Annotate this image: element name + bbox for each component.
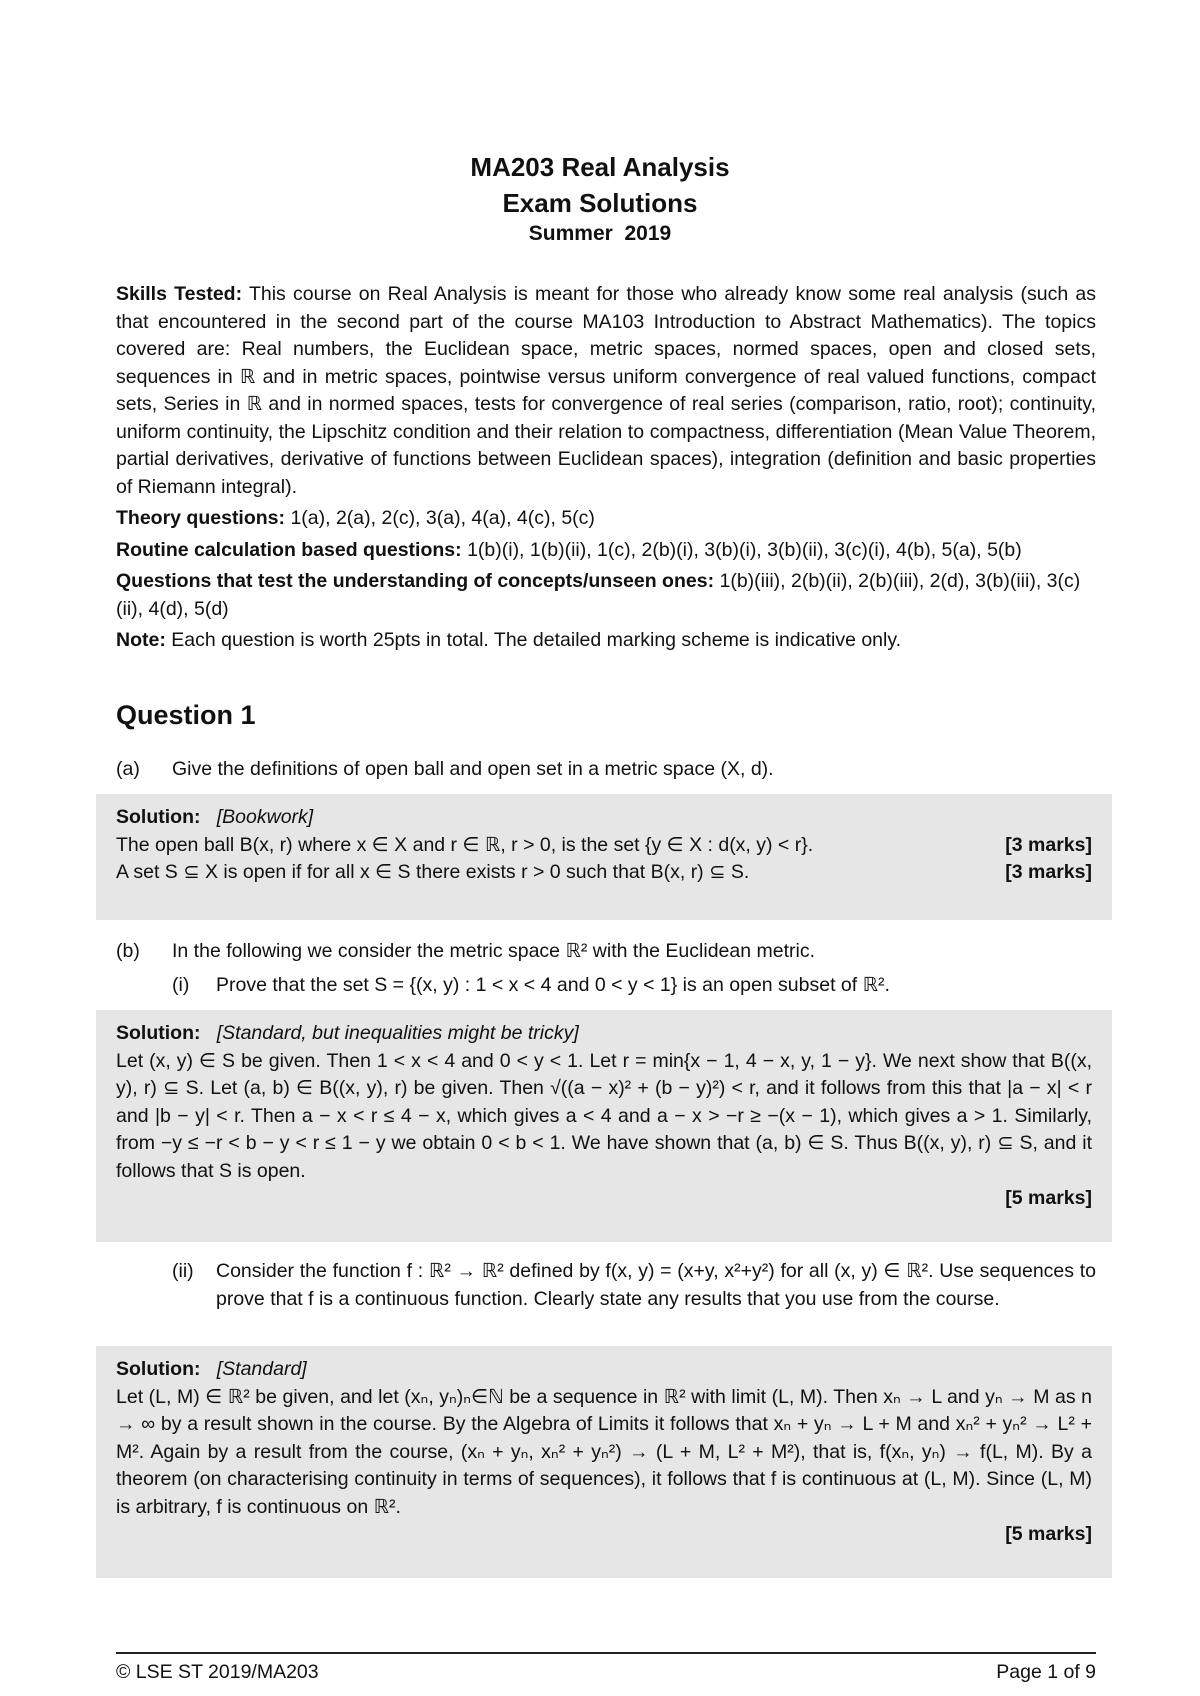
skills-paragraph: [116, 281, 1096, 501]
solution-b-ii-label: Solution:: [116, 1358, 201, 1380]
solution-b-i-tag: [Standard, but inequalities might be tricky]: [216, 1022, 579, 1044]
marks-label: [5 marks]: [1005, 1523, 1092, 1545]
solution-a-tag: [Bookwork]: [216, 806, 314, 828]
solution-a-box: [96, 794, 1112, 920]
page-number: Page 1 of 9: [996, 1661, 1096, 1683]
skills-text: This course on Real Analysis is meant for those who already know some real analysis (such as that encountered in the second part of the course MA103 Introduction to Abstract Mathematics). The topics covered are: Real numbers, the Euclidean space, metric spaces, normed spaces, open and closed sets, sequences in ℝ and in metric spaces, pointwise versus uniform convergence of real valued functions, compact sets, Series in ℝ and in normed spaces, tests for convergence of real series (comparison, ratio, root); continuity, uniform continuity, the Lipschitz condition and their relation to compactness, differentiation (Mean Value Theorem, partial derivatives, derivative of functions between Euclidean spaces), integration (definition and basic properties of Riemann integral).: [116, 283, 1097, 498]
footer-copyright: © LSE ST 2019/MA203: [116, 1661, 319, 1683]
concepts-list: 1(b)(iii), 2(b)(ii), 2(b)(iii), 2(d), 3(b)(iii), 3(c)(ii), 4(d), 5(d): [116, 570, 1081, 620]
marks-label: [3 marks]: [1005, 861, 1092, 883]
part-a-text: Give the definitions of open ball and open set in a metric space (X, d).: [172, 758, 774, 780]
footer-divider: [116, 1652, 1096, 1654]
note-label: Note:: [116, 629, 166, 651]
document-type: Exam Solutions: [502, 188, 698, 218]
routine-label: Routine calculation based questions:: [116, 538, 462, 561]
part-b-text: In the following we consider the metric space ℝ² with the Euclidean metric.: [172, 940, 815, 962]
exam-term: Summer 2019: [528, 222, 672, 245]
solution-a-header: [116, 804, 1092, 832]
marks-label: [5 marks]: [1005, 1187, 1092, 1209]
open-ball-definition: The open ball B(x, r) where x ∈ X and r ∈ ℝ, r > 0, is the set {y ∈ X : d(x, y) < r}.: [116, 833, 814, 856]
solution-a-line-2: [116, 859, 1092, 887]
part-b-label: (b): [116, 940, 140, 962]
solution-b-i-label: Solution:: [116, 1022, 201, 1044]
concepts-label: Questions that test the understanding of concepts/unseen ones:: [116, 570, 715, 592]
theory-questions: [116, 505, 1096, 533]
note-text: Each question is worth 25pts in total. The detailed marking scheme is indicative only.: [171, 629, 902, 651]
question-1-heading: Question 1: [116, 700, 256, 730]
concept-questions: [116, 568, 1096, 623]
intro-section: [116, 281, 1096, 655]
routine-list: 1(b)(i), 1(b)(ii), 1(c), 2(b)(i), 3(b)(i), 3(b)(ii), 3(c)(i), 4(b), 5(a), 5(b): [467, 538, 1022, 561]
solution-a-label: Solution:: [116, 806, 201, 828]
open-set-definition: A set S ⊆ X is open if for all x ∈ S there exists r > 0 such that B(x, r) ⊆ S.: [116, 861, 750, 883]
part-a-label: (a): [116, 758, 140, 780]
part-b-ii-label: (ii): [172, 1260, 194, 1282]
theory-list: 1(a), 2(a), 2(c), 3(a), 4(a), 4(c), 5(c): [290, 507, 595, 529]
part-b-i-text: Prove that the set S = {(x, y) : 1 < x < 4 and 0 < y < 1} is an open subset of ℝ².: [216, 974, 890, 996]
routine-questions: [116, 537, 1096, 565]
solution-b-i-box: [96, 1010, 1112, 1242]
solution-a-line-1: [116, 832, 1092, 860]
note: [116, 627, 1096, 655]
solution-b-ii-box: [96, 1346, 1112, 1578]
solution-b-ii-body: Let (L, M) ∈ ℝ² be given, and let (xₙ, yₙ)ₙ∈ℕ be a sequence in ℝ² with limit (L, M). Then xₙ → L and yₙ → M as n → ∞ by a result shown in the course. By the Algebra of Limits it follows that xₙ + yₙ → L + M and xₙ² + yₙ² → L² + M². Again by a result from the course, (xₙ + yₙ, xₙ² + yₙ²) → (L + M, L² + M²), that is, f(xₙ, yₙ) → f(L, M). By a theorem (on characterising continuity in terms of sequences), it follows that f is continuous at (L, M). Since (L, M) is arbitrary, f is continuous on ℝ².: [116, 1385, 1092, 1518]
marks-label: [3 marks]: [1005, 833, 1092, 856]
solution-b-i-header: [116, 1020, 1092, 1048]
solution-b-ii-header: [116, 1356, 1092, 1384]
solution-b-ii-tag: [Standard]: [216, 1358, 307, 1380]
part-b-i-label: (i): [172, 974, 190, 996]
solution-b-i-body: Let (x, y) ∈ S be given. Then 1 < x < 4 and 0 < y < 1. Let r = min{x − 1, 4 − x, y, 1 − y}. We next show that B((x, y), r) ⊆ S. Let (a, b) ∈ B((x, y), r) be given. Then √((a − x)² + (b − y)²) < r, and it follows from this that |a − x| < r and |b − y| < r. Then a − x < r ≤ 4 − x, which gives a < 4 and a − x > −r ≥ −(x − 1), which gives a > 1. Similarly, from −y ≤ −r < b − y < r ≤ 1 − y we obtain 0 < b < 1. We have shown that (a, b) ∈ S. Thus B((x, y), r) ⊆ S, and it follows that S is open.: [116, 1049, 1092, 1182]
course-title: MA203 Real Analysis: [470, 152, 730, 182]
skills-label: Skills Tested:: [116, 283, 243, 305]
theory-label: Theory questions:: [116, 507, 286, 529]
part-b-ii-text: Consider the function f : ℝ² → ℝ² defined by f(x, y) = (x+y, x²+y²) for all (x, y) ∈ ℝ². Use sequences to prove that f is a continuous function. Clearly state any results that you use from the course.: [216, 1260, 1096, 1310]
